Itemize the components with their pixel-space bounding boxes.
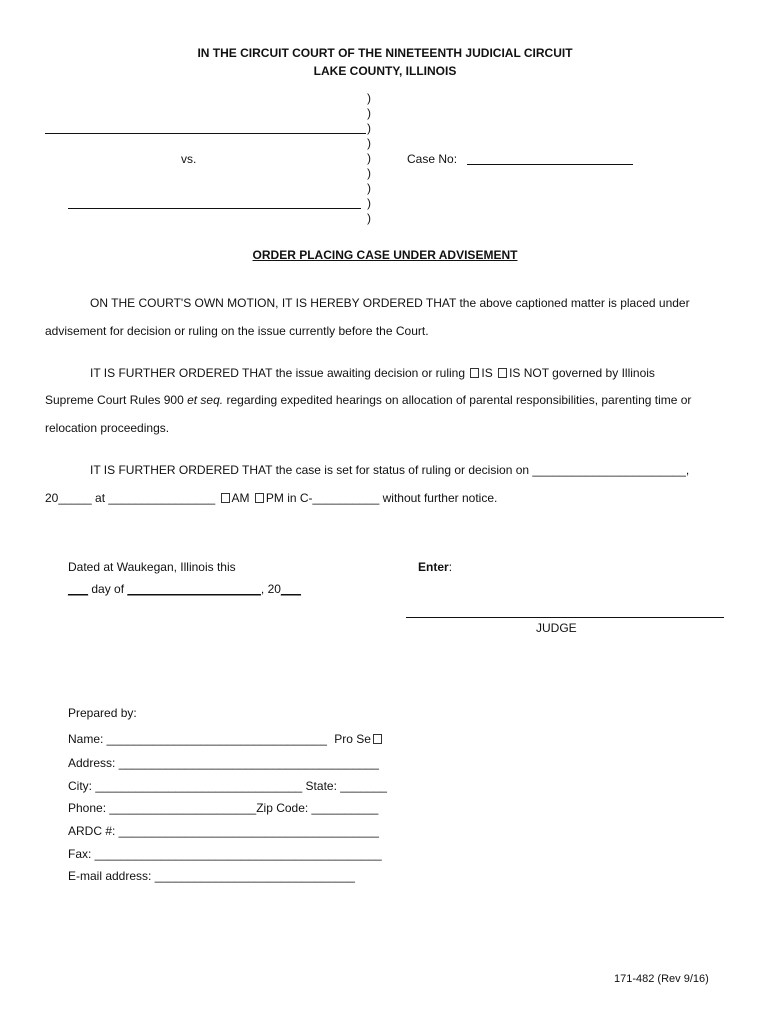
pm-courtroom-text: PM in C-__________ without further notice.: [265, 491, 498, 505]
email-field[interactable]: E-mail address: ______________________________: [68, 869, 355, 883]
pro-se-checkbox[interactable]: [373, 734, 382, 744]
paragraph-2-text-c: regarding expedited hearings on allocation of parental responsibilities, parenting time or: [226, 393, 692, 407]
county-name: LAKE COUNTY, ILLINOIS: [313, 64, 457, 78]
paragraph-2-line-1: [90, 366, 655, 380]
caption-paren: ): [367, 151, 371, 165]
status-date-time-text: 20_____ at ________________: [45, 491, 216, 505]
caption-paren: ): [367, 121, 371, 135]
paragraph-1-line-2: advisement for decision or ruling on the issue currently before the Court.: [45, 324, 429, 338]
dated-day-line: [68, 582, 301, 596]
prepared-by-heading: Prepared by:: [68, 706, 137, 720]
caption-paren: ): [367, 196, 371, 210]
order-title: ORDER PLACING CASE UNDER ADVISEMENT: [252, 248, 518, 262]
caption-paren: ): [367, 106, 371, 120]
day-of-label: day of: [91, 582, 125, 596]
case-no-field[interactable]: [467, 164, 633, 165]
month-blank[interactable]: ____________________: [127, 582, 261, 596]
year-prefix: , 20: [260, 582, 281, 596]
paragraph-1-line-1: ON THE COURT'S OWN MOTION, IT IS HEREBY ORDERED THAT the above captioned matter is placed under: [90, 296, 690, 310]
paragraph-3-line-2: [45, 491, 497, 505]
day-blank[interactable]: ___: [68, 582, 89, 596]
caption-paren: ): [367, 211, 371, 225]
form-number: 171-482 (Rev 9/16): [614, 973, 709, 985]
plaintiff-line[interactable]: [45, 133, 366, 134]
is-not-label: IS NOT governed by Illinois: [509, 366, 655, 380]
address-field[interactable]: Address: _______________________________________: [68, 756, 379, 770]
paragraph-2-text-a: IT IS FURTHER ORDERED THAT the issue awaiting decision or ruling: [90, 366, 466, 380]
caption-paren: ): [367, 181, 371, 195]
is-checkbox[interactable]: [470, 368, 479, 378]
et-seq-text: et seq.: [187, 393, 224, 407]
case-no-label: Case No:: [407, 152, 458, 166]
enter-label: [418, 560, 452, 574]
fax-field[interactable]: Fax: ___________________________________________: [68, 847, 382, 861]
court-name: IN THE CIRCUIT COURT OF THE NINETEENTH JUDICIAL CIRCUIT: [197, 46, 573, 60]
paragraph-2-line-3: relocation proceedings.: [45, 421, 170, 435]
paragraph-2-text-b: Supreme Court Rules 900: [45, 393, 184, 407]
name-field[interactable]: Name: _________________________________: [68, 732, 327, 746]
caption-paren: ): [367, 91, 371, 105]
city-state-field[interactable]: City: _______________________________ State: _______: [68, 779, 387, 793]
judge-label: JUDGE: [536, 621, 577, 635]
is-not-checkbox[interactable]: [498, 368, 507, 378]
year-blank[interactable]: ___: [280, 582, 301, 596]
dated-line: Dated at Waukegan, Illinois this: [68, 560, 236, 574]
am-label: AM: [231, 491, 250, 505]
ardc-field[interactable]: ARDC #: _______________________________________: [68, 824, 379, 838]
enter-text: Enter: [418, 560, 449, 574]
phone-zip-field[interactable]: Phone: ______________________Zip Code: __________: [68, 801, 379, 815]
pro-se-label: Pro Se: [334, 732, 371, 746]
am-checkbox[interactable]: [221, 493, 230, 503]
paragraph-3-line-1: IT IS FURTHER ORDERED THAT the case is set for status of ruling or decision on _______________________,: [90, 463, 690, 477]
vs-label: vs.: [181, 152, 197, 166]
caption-paren: ): [367, 166, 371, 180]
defendant-line[interactable]: [68, 208, 361, 209]
pm-checkbox[interactable]: [255, 493, 264, 503]
judge-signature-line[interactable]: [406, 617, 724, 618]
name-field-row: [68, 732, 384, 746]
paragraph-2-line-2: [45, 393, 691, 407]
caption-paren: ): [367, 136, 371, 150]
is-label: IS: [481, 366, 493, 380]
enter-colon: :: [448, 560, 453, 574]
